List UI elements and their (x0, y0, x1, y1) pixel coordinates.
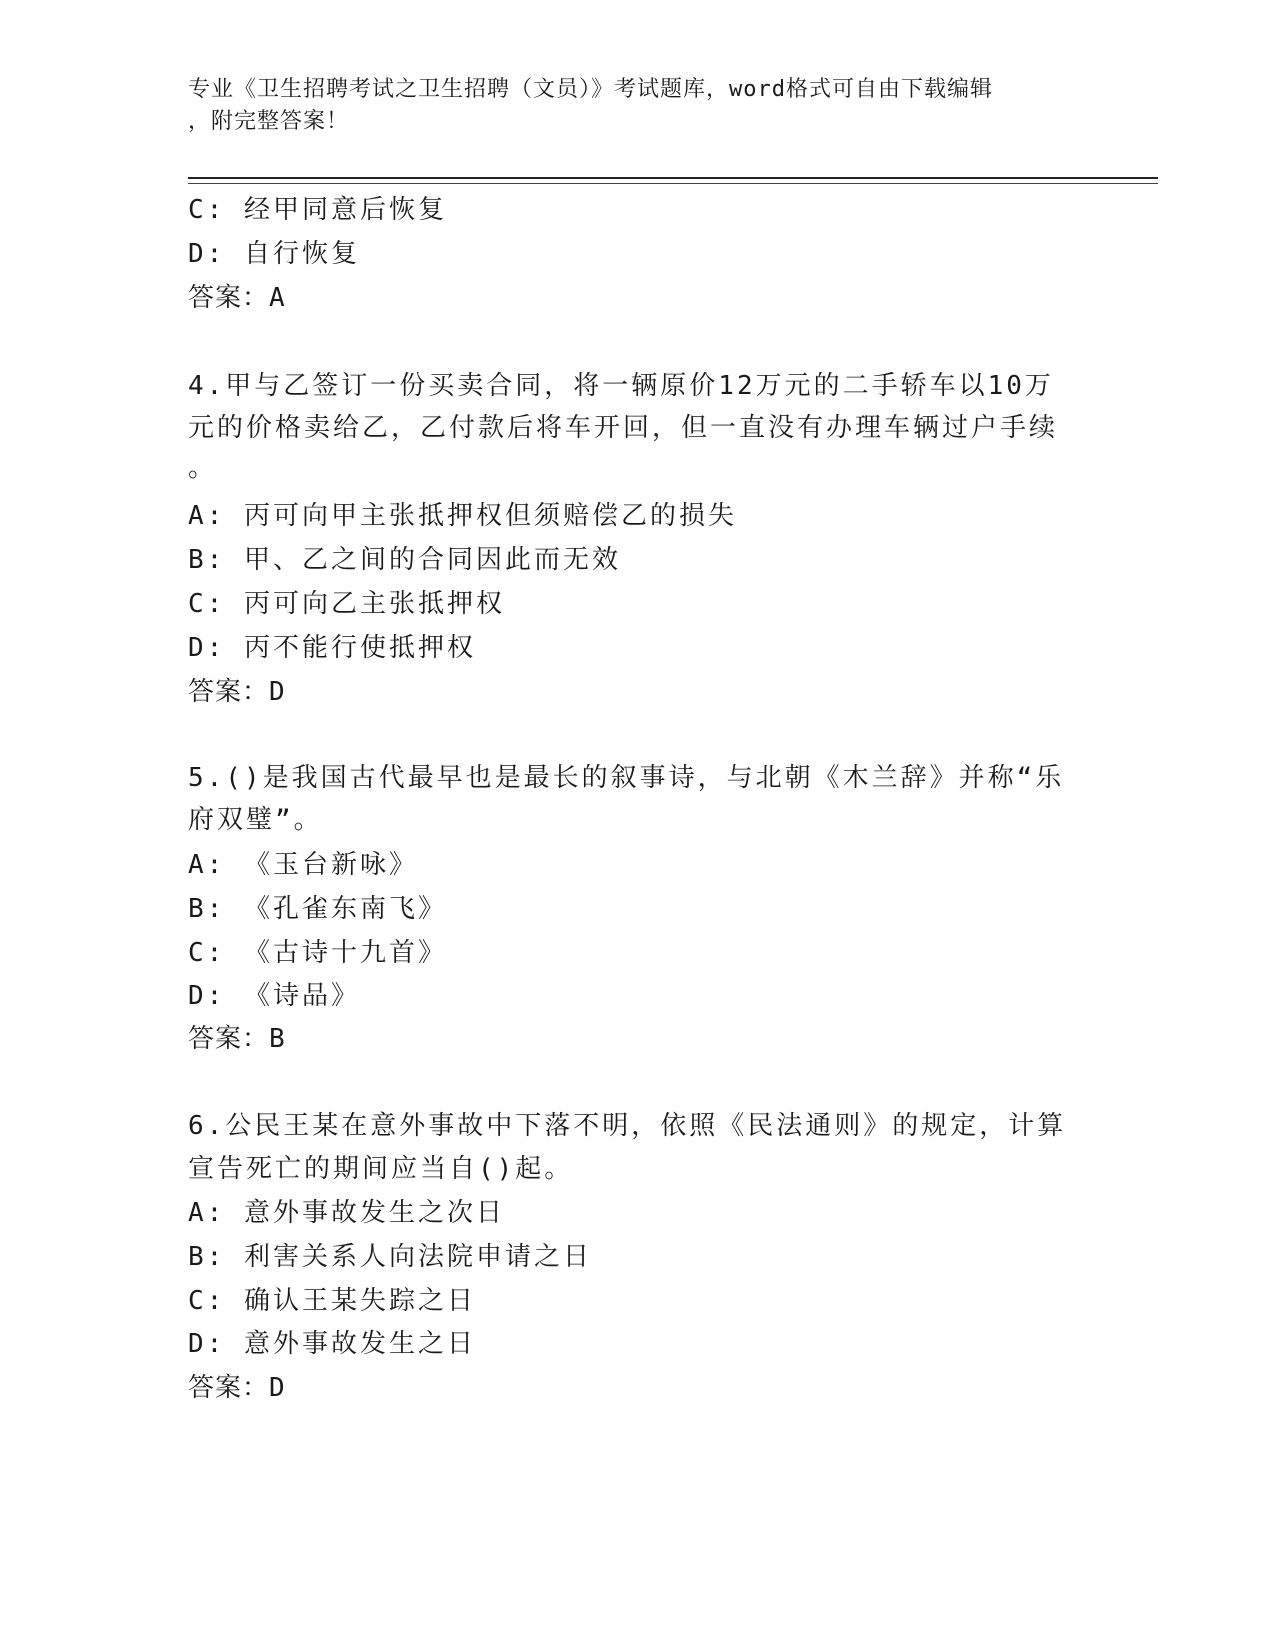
q5-answer: 答案：B (188, 1024, 286, 1054)
q5-option-a: A: 《玉台新咏》 (188, 850, 418, 880)
q6-answer: 答案：D (188, 1373, 286, 1403)
q5-option-c: C: 《古诗十九首》 (188, 938, 447, 968)
q5-option-d: D: 《诗品》 (188, 981, 360, 1011)
q5-option-b: B: 《孔雀东南飞》 (188, 894, 447, 924)
q3-option-c: C: 经甲同意后恢复 (188, 195, 447, 225)
header-line-1: 专业《卫生招聘考试之卫生招聘（文员）》考试题库，word格式可自由下载编辑 (188, 77, 993, 102)
q4-option-b: B: 甲、乙之间的合同因此而无效 (188, 545, 621, 575)
header-line-2: ，附完整答案！ (188, 109, 350, 134)
q4-option-a: A: 丙可向甲主张抵押权但须赔偿乙的损失 (188, 501, 737, 531)
q6-option-d: D: 意外事故发生之日 (188, 1329, 476, 1359)
q4-stem-line-3: 。 (188, 453, 218, 483)
q4-answer: 答案：D (188, 677, 286, 707)
q6-stem-line-1: 6.公民王某在意外事故中下落不明，依照《民法通则》的规定，计算 (188, 1111, 1067, 1141)
q5-stem-line-1: 5.()是我国古代最早也是最长的叙事诗，与北朝《木兰辞》并称“乐 (188, 763, 1065, 793)
q4-stem-line-1: 4.甲与乙签订一份买卖合同，将一辆原价12万元的二手轿车以10万 (188, 371, 1054, 401)
header-divider-thin (188, 183, 1158, 184)
q6-option-a: A: 意外事故发生之次日 (188, 1198, 505, 1228)
q4-option-c: C: 丙可向乙主张抵押权 (188, 589, 505, 619)
q6-stem-line-2: 宣告死亡的期间应当自()起。 (188, 1154, 574, 1184)
q3-answer: 答案：A (188, 283, 286, 313)
document-header (188, 74, 1068, 138)
q6-option-b: B: 利害关系人向法院申请之日 (188, 1242, 592, 1272)
q4-option-d: D: 丙不能行使抵押权 (188, 633, 476, 663)
header-divider-thick (188, 177, 1158, 179)
q4-stem-line-2: 元的价格卖给乙，乙付款后将车开回，但一直没有办理车辆过户手续 (188, 413, 1059, 443)
q5-stem-line-2: 府双璧”。 (188, 805, 323, 835)
q6-option-c: C: 确认王某失踪之日 (188, 1286, 476, 1316)
q3-option-d: D: 自行恢复 (188, 239, 360, 269)
